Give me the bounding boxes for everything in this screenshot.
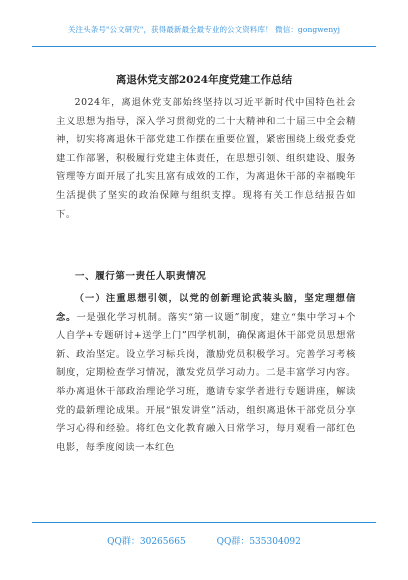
document-body-section1 [56,290,356,457]
subsection-text: 一是强化学习机制。落实“第一议题”制度，建立“集中学习+个人自学+专题研讨+送学上门”四学机制，确保离退休干部党员思想常新、政治坚定。设立学习标兵岗，激励党员积极学习。完善学习考核制度，定期检查学习情况，激发党员学习动力。二是丰富学习内容。举办离退休干部政治理论学习班，邀请专家学者进行专题讲座，解读党的最新理论成果。开展“银发讲堂”活动，组织离退休干部党员分享学习心得和经验。将红色文化教育融入日常学习，每月观看一部红色电影，每季度阅读一本红色 [56,311,357,453]
document-title: 离退休党支部2024年度党建工作总结 [115,74,293,86]
header-note: 关注头条号"公文研究"，获得最新最全最专业的公文资料库！ 微信：gongwenyj [67,25,341,34]
document-body-intro [56,94,356,224]
section-heading: 一、履行第一责任人职责情况 [75,271,207,282]
subsection-paragraph [56,290,356,457]
footer-qq-group-2: QQ群：535304092 [216,537,301,547]
footer [0,534,408,547]
intro-paragraph: 2024年，离退休党支部始终坚持以习近平新时代中国特色社会主义思想为指导，深入学习贯彻党的二十大精神和二十届三中全会精神，切实将离退休干部党建工作摆在重要位置，紧密围绕上级党委党建工作部署，积极履行党建主体责任，在思想引领、组织建设、服务管理等方面开展了扎实且富有成效的工作，为离退休干部的幸福晚年生活提供了坚实的政治保障与组织支撑。现将有关工作总结报告如下。 [56,97,356,220]
subsection-heading: （一）注重思想引领，以党的创新理论武装头脑，坚定理想信念。 [56,293,356,323]
footer-divider [32,522,376,523]
header-divider [32,46,376,47]
footer-qq-group-1: QQ群：30265665 [107,537,186,547]
